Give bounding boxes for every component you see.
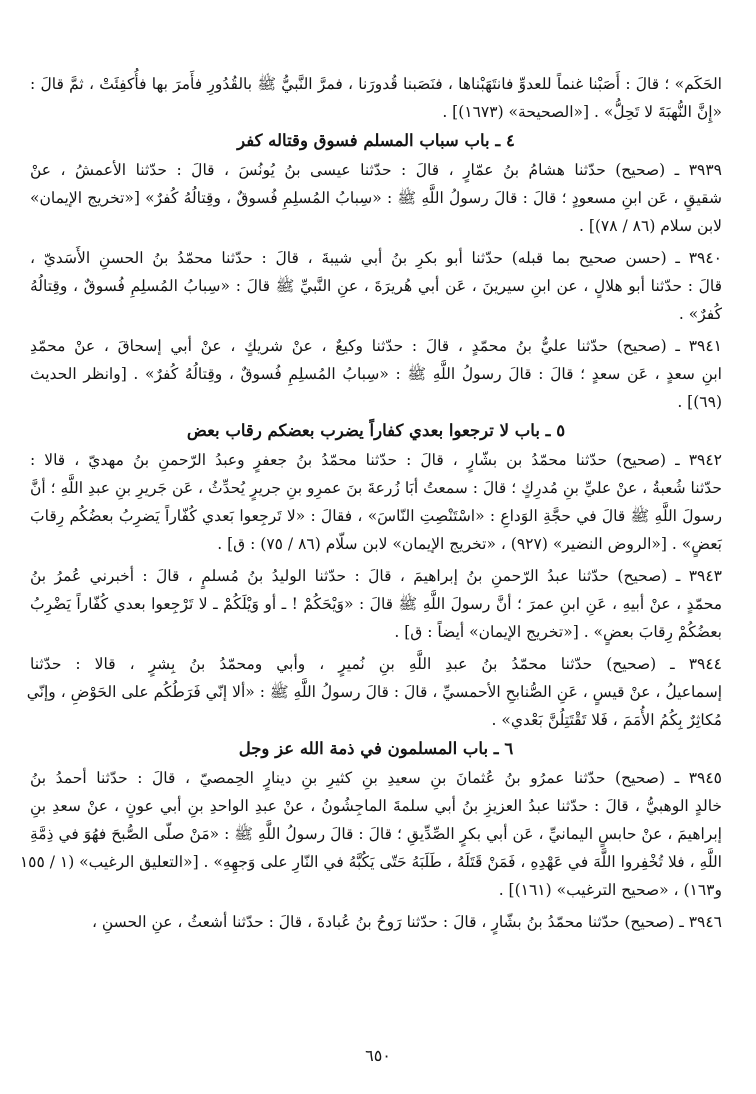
chapter-heading: ٥ ـ باب لا ترجعوا بعدي كفاراً يضرب بعضكم رقاب بعض [186,421,566,440]
text-line: قالَ : حدّثنا أبو هلالٍ ، عن ابنِ سيرينَ ، عَن أبي هُريرَةَ ، عنِ النَّبيِّ ﷺ قالَ : «سِبابُ المُسلِمِ فُسوقٌ ، وقِتالُهُ [30,277,722,295]
text-line: لابن سلام (٨٦ / ٧٨)] . [578,217,722,235]
text-line: مُكاثِرٌ بِكُمُ الأُمَمَ ، فَلا تَقْتَتِلُنَّ بَعْدي» . [491,711,722,729]
chapter-heading: ٦ ـ باب المسلمون في ذمة الله عز وجل [238,739,514,758]
hadith-paragraph [30,332,722,416]
text-line: ٣٩٤٠ ـ (حسن صحيح بما قبله) حدّثنا أبو بكرِ بنُ أبي شيبةَ ، قالَ : حدّثنا محمّدُ بنُ الحسنِ الأَسَديّ ، [30,249,722,267]
intro-paragraph [30,70,722,126]
hadith-paragraph [30,156,722,240]
text-line: ٣٩٤٦ ـ (صحيح) حدّثنا محمّدُ بنُ بشّارٍ ، قالَ : حدّثنا رَوحُ بنُ عُبادةَ ، قالَ : حدّثنا أشعثُ ، عنِ الحسنِ ، [91,913,722,931]
text-line: ابنِ سعدٍ ، عَن سعدٍ ؛ قالَ : قالَ رسولُ اللَّهِ ﷺ : «سِبابُ المُسلِمِ فُسوقٌ ، وقِتالُهُ كُفرٌ» . [وانظر الحديث [30,365,722,383]
text-line: إبراهيمَ ، عنْ حابسٍ اليمانيِّ ، عَن أبي بكرٍ الصِّدِّيقِ ؛ قالَ : قالَ رسولُ اللَّهِ ﷺ : «مَنْ صلّى الصُّبحَ فهُوَ في ذِمَّةِ [30,825,722,843]
hadith-paragraph [26,650,722,734]
text-line: ٣٩٤٢ ـ (صحيح) حدّثنا محمّدُ بن بشّارٍ ، قالَ : حدّثنا محمّدُ بنُ جعفرٍ وعبدُ الرّحمنِ بنُ مهديّ ، قالا : [30,451,722,469]
text-line: اللَّهِ ، فلا تُخْفِروا اللَّهَ في عَهْدِهِ ، فَمَنْ قَتَلَهُ ، طَلَبَهُ حَتّى يَكُبَّهُ في النّارِ على وَجهِهِ» . [«التعليق الرغيب» (١ / ١٥٥ [19,853,722,871]
page-content [19,70,722,936]
text-line: بَعضٍ» . [«الروض النضير» (٩٢٧) ، «تخريج الإيمان» لابن سلّام (٨٦ / ٧٥) : ق] . [217,535,722,553]
chapter-section [30,126,722,416]
hadith-paragraph [30,446,722,558]
text-line: «إِنَّ النُّهبَةَ لا تَحِلُّ» . [«الصحيحة» (١٦٧٣)] . [442,103,722,121]
text-line: إسماعيلُ ، عنْ قيسٍ ، عَنِ الصُّنابحِ الأحمسيِّ ، قالَ : قالَ رسولُ اللَّهِ ﷺ : «ألا إنّي فَرَطُكُم على الحَوْضِ ، وإنّي [26,683,722,701]
hadith-paragraph [30,562,722,646]
hadith-paragraph [30,244,722,328]
text-line: ٣٩٤٥ ـ (صحيح) حدّثنا عمرُو بنُ عُثمانَ بنِ سعيدِ بنِ كثيرِ بنِ دينارٍ الحِمصيّ ، قالَ : حدّثنا أحمدُ بنُ [30,769,722,787]
text-line: كُفرٌ» . [678,305,722,323]
hadith-paragraph [30,908,722,936]
text-line: ٣٩٤٤ ـ (صحيح) حدّثنا محمّدُ بنُ عبدِ اللَّهِ بنِ نُميرٍ ، وأبي ومحمّدُ بنُ بِشرٍ ، قالا : حدّثنا [30,655,722,673]
text-line: شقيقٍ ، عَن ابنِ مسعودٍ ؛ قالَ : قالَ رسولُ اللَّهِ ﷺ : «سِبابُ المُسلِمِ فُسوقٌ ، وقِتالُهُ كُفرٌ» [«تخريج الإيمان» [30,189,722,207]
text-line: رسولَ اللَّهِ ﷺ قالَ في حجَّةِ الوَداعِ : «اسْتَنْصِتِ النّاسَ» ، فقالَ : «لا تَرجِعوا بَعدي كُفّاراً يَضرِبُ بعضُكُم رِقابَ [30,507,722,525]
text-line: الحَكَم» ؛ قالَ : أَصَبْنا غنماً للعدوِّ فانتَهَبْناها ، فنَصَبنا قُدورَنا ، فمرَّ النَّبيُّ ﷺ بالقُدُورِ فأَمرَ بها فأُكفِئَتْ ، ثمَّ قالَ : [30,75,722,93]
text-line: ٣٩٣٩ ـ (صحيح) حدّثنا هشامُ بنُ عمّارٍ ، قالَ : حدّثنا عيسى بنُ يُونُسَ ، قالَ : حدّثنا الأعمشُ ، عنْ [30,161,722,179]
text-line: بعضُكُمْ رِقابَ بعضٍ» . [«تخريج الإيمان» أيضاً : ق] . [394,623,722,641]
text-line: و١٦٣) ، «صحيح الترغيب» (١٦١)] . [498,881,722,899]
page-number: ٦٥٠ [365,1046,391,1065]
text-line: خالدٍ الوهبيُّ ، قالَ : حدّثنا عبدُ العزيزِ بنُ أبي سلمةَ الماجِشُونُ ، عنْ عبدِ الواحدِ بنِ أبي عونٍ ، عنْ سعدِ بنِ [30,797,722,815]
chapter-section [19,734,722,936]
hadith-paragraph [19,764,722,904]
text-line: حدّثنا شُعبةُ ، عنْ عليِّ بنِ مُدرِكٍ ؛ قالَ : سمعتُ أبَا زُرعةَ بنَ عمرِو بنِ جريرٍ يُحدِّثُ ، عَن جَريرِ بنِ عبدِ اللَّهِ ؛ أنَّ [30,479,722,497]
text-line: ٣٩٤٣ ـ (صحيح) حدّثنا عبدُ الرّحمنِ بنُ إبراهيمَ ، قالَ : حدّثنا الوليدُ بنُ مُسلمٍ ، قالَ : أخبرني عُمرُ بنُ [30,567,722,585]
chapter-heading: ٤ ـ باب سباب المسلم فسوق وقتاله كفر [237,131,515,150]
text-line: (٦٩)] . [677,393,722,411]
text-line: ٣٩٤١ ـ (صحيح) حدّثنا عليُّ بنُ محمّدٍ ، قالَ : حدّثنا وكيعٌ ، عنْ شريكٍ ، عنْ أبي إسحاقَ ، عنْ محمّدِ [30,337,722,355]
chapter-section [26,416,722,734]
text-line: محمّدٍ ، عنْ أبيهِ ، عَنِ ابنِ عمرَ ؛ أنَّ رسولَ اللَّهِ ﷺ قالَ : «وَيْحَكُمْ ! ـ أو وَيْلَكُمْ ـ لا تَرْجِعوا بعدي كُفّاراً يَضْرِبُ [30,595,722,613]
